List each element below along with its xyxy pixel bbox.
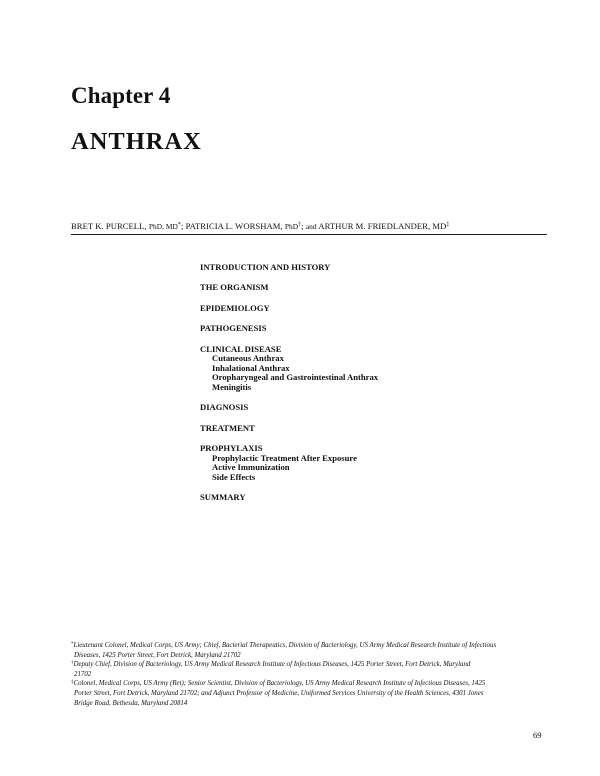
footnote-mark: ‡: [71, 680, 74, 686]
toc-section-summary: [200, 493, 500, 503]
footnote-2: [71, 660, 549, 679]
author-1-name: BRET K. PURCELL,: [71, 221, 149, 231]
toc-heading: CLINICAL DISEASE: [200, 343, 282, 354]
footnote-3: [71, 679, 549, 708]
author-divider: [71, 234, 547, 235]
author-and: and: [305, 222, 317, 231]
footnote-text: Lieutenant Colonel, Medical Corps, US Army; Chief, Bacterial Therapeutics, Division of Bacteriology, US Army Medical Research Institute of Infectious: [73, 642, 497, 649]
toc-heading: SUMMARY: [200, 492, 246, 503]
toc-section-pathogenesis: [200, 324, 500, 334]
toc-section-diagnosis: [200, 403, 500, 413]
footnote-1: [71, 641, 549, 660]
footnote-text: 21702: [74, 670, 92, 678]
toc-heading: INTRODUCTION AND HISTORY: [200, 262, 331, 272]
toc-section-introduction: [200, 263, 500, 273]
toc-section-prophylaxis: [200, 444, 500, 482]
toc-heading: TREATMENT: [200, 422, 255, 433]
footnotes: [71, 641, 549, 708]
toc-subitem: Cutaneous Anthrax: [212, 353, 284, 364]
author-3-name: ARTHUR M. FRIEDLANDER, MD: [316, 221, 447, 231]
author-1-degrees: PhD, MD: [148, 222, 178, 231]
footnote-text: Diseases, 1425 Porter Street, Fort Detrick, Maryland 21702: [74, 651, 241, 659]
footnote-text: Porter Street, Fort Detrick, Maryland 21702; and Adjunct Professor of Medicine, Uniformed Services University of the Health Sciences, 4301 Jones: [74, 689, 484, 697]
author-1-footnote-mark: *: [177, 222, 181, 228]
chapter-label: Chapter 4: [71, 83, 171, 108]
author-2-footnote-mark: †: [298, 222, 302, 228]
chapter-title: ANTHRAX: [71, 128, 202, 155]
author-2-degrees: PhD: [284, 222, 299, 231]
author-line: [71, 221, 449, 231]
author-3-footnote-mark: ‡: [446, 222, 450, 228]
toc-subitem: Inhalational Anthrax: [212, 362, 290, 373]
toc-subitem: Side Effects: [212, 471, 256, 482]
toc-heading: PROPHYLAXIS: [200, 443, 263, 454]
author-2-name: ; PATRICIA L. WORSHAM,: [180, 221, 285, 231]
footnote-text: Bridge Road, Bethesda, Maryland 20814: [74, 699, 188, 707]
author-separator: ;: [301, 221, 306, 231]
table-of-contents: [200, 263, 500, 514]
footnote-text: Deputy Chief, Division of Bacteriology, US Army Medical Research Institute of Infectious Diseases, 1425 Porter Street, Fort Detrick, Maryland: [73, 661, 471, 669]
toc-heading: THE ORGANISM: [200, 282, 269, 293]
toc-section-clinical-disease: [200, 345, 500, 393]
toc-subitem: Active Immunization: [212, 462, 290, 473]
page-number: 69: [533, 730, 542, 740]
toc-subitem: Oropharyngeal and Gastrointestinal Anthrax: [212, 372, 379, 383]
toc-section-epidemiology: [200, 304, 500, 314]
toc-section-organism: [200, 283, 500, 293]
toc-subitem: Meningitis: [212, 381, 252, 392]
toc-heading: EPIDEMIOLOGY: [200, 302, 270, 313]
footnote-text: Colonel, Medical Corps, US Army (Ret); Senior Scientist, Division of Bacteriology, US Army Medical Research Institute of Infectious Diseases, 1425: [73, 680, 486, 688]
toc-section-treatment: [200, 424, 500, 434]
footnote-mark: *: [71, 642, 74, 647]
footnote-mark: †: [71, 661, 74, 667]
toc-heading: PATHOGENESIS: [200, 323, 267, 334]
toc-heading: DIAGNOSIS: [200, 402, 249, 413]
toc-subitem: Prophylactic Treatment After Exposure: [212, 452, 357, 463]
